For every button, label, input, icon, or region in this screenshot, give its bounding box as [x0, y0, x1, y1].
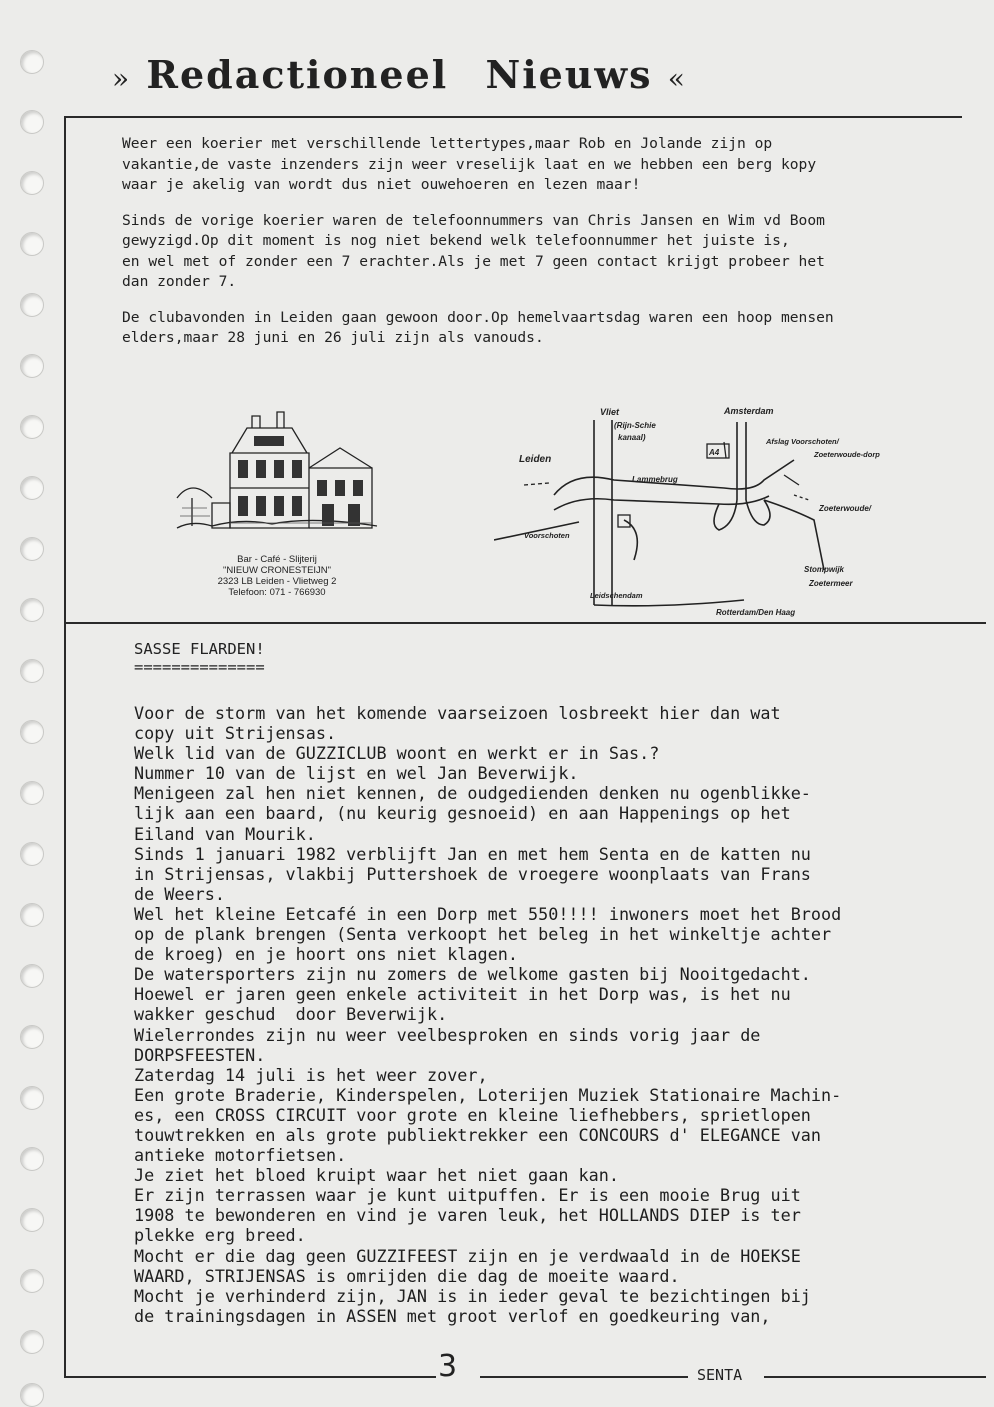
binder-hole	[20, 354, 44, 378]
route-map	[494, 400, 944, 625]
article-line: Zaterdag 14 juli is het weer zover,	[134, 1064, 488, 1085]
article-line: de trainingsdagen in ASSEN met groot verlof en goedkeuring van,	[134, 1305, 771, 1326]
page-title	[112, 52, 687, 97]
map-label-zoetermeer: Zoetermeer	[809, 579, 853, 588]
article-line: Nummer 10 van de lijst en wel Jan Beverwijk.	[134, 763, 579, 784]
title-word-2: Nieuws	[485, 52, 653, 97]
cafe-type: Bar - Café - Slijterij	[237, 554, 317, 565]
binder-hole	[20, 659, 44, 683]
article-line: Een grote Braderie, Kinderspelen, Loterijen Muziek Stationaire Machin-	[134, 1084, 842, 1105]
map-label-voorschoten: Voorschoten	[524, 531, 570, 540]
article-line: de kroeg) en je hoort ons niet klagen.	[134, 944, 518, 965]
article-line: plekke erg breed.	[134, 1225, 306, 1246]
intro-paragraph: De clubavonden in Leiden gaan gewoon door.Op hemelvaartsdag waren een hoop mensen elders,maar 28 juni en 26 juli zijn als vanouds.	[122, 308, 834, 346]
article-line: wakker geschud door Beverwijk.	[134, 1004, 448, 1025]
article-line: WAARD, STRIJENSAS is omrijden die dag de moeite waard.	[134, 1265, 680, 1286]
binder-hole	[20, 1086, 44, 1110]
article-line: De watersporters zijn nu zomers de welkome gasten bij Nooitgedacht.	[134, 964, 811, 985]
article-line: DORPSFEESTEN.	[134, 1044, 266, 1065]
map-label-leidschendam: Leidschendam	[590, 591, 643, 600]
article-body	[134, 703, 984, 1326]
article-line: touwtrekken en als grote publiektrekker een CONCOURS d' ELEGANCE van	[134, 1124, 822, 1145]
article-line: antieke motorfietsen.	[134, 1145, 347, 1166]
binder-hole	[20, 293, 44, 317]
map-label-zoeterwoude: Zoeterwoude/	[819, 504, 872, 513]
cafe-street: 2323 LB Leiden - Vlietweg 2	[217, 576, 337, 587]
article-line: Wielerrondes zijn nu weer veelbesproken en sinds vorig jaar de	[134, 1024, 761, 1045]
map-label-kanaal: kanaal)	[618, 433, 646, 442]
map-label-vliet: Vliet	[600, 407, 620, 417]
title-open-quote: »	[112, 62, 132, 95]
article-line: Eiland van Mourik.	[134, 823, 316, 844]
article-line: Menigeen zal hen niet kennen, de oudgedienden denken nu ogenblikke-	[134, 783, 811, 804]
binder-hole	[20, 903, 44, 927]
map-label-rijn-schie: (Rijn-Schie	[614, 421, 656, 430]
article-line: Welk lid van de GUZZICLUB woont en werkt er in Sas.?	[134, 743, 660, 764]
map-label-stompwijk: Stompwijk	[804, 565, 845, 574]
binder-hole	[20, 781, 44, 805]
article-line: es, een CROSS CIRCUIT voor grote en kleine liefhebbers, sprietlopen	[134, 1104, 811, 1125]
article-line: Hoewel er jaren geen enkele activiteit in het Dorp was, is het nu	[134, 984, 791, 1005]
article-line: in Strijensas, vlakbij Puttershoek de vroegere woonplaats van Frans	[134, 863, 811, 884]
intro-paragraph: Weer een koerier met verschillende lettertypes,maar Rob en Jolande zijn op vakantie,de vaste inzenders zijn weer vreselijk laat en we hebben een berg kopy waar je akelig van wordt dus niet ouwehoeren en lezen maar!	[122, 135, 817, 193]
binder-hole	[20, 171, 44, 195]
article-line: Mocht je verhinderd zijn, JAN is in ieder geval te bezichtingen bij	[134, 1285, 811, 1306]
binder-hole	[20, 720, 44, 744]
article-line: lijk aan een baard, (nu keurig gesnoeid) en aan Happenings op het	[134, 803, 791, 824]
binder-hole	[20, 1330, 44, 1354]
map-label-leiden: Leiden	[519, 454, 552, 465]
author-signature: SENTA	[697, 1366, 743, 1384]
article-line: Er zijn terrassen waar je kunt uitpuffen. Er is een mooie Brug uit	[134, 1185, 801, 1206]
cafe-building-illustration	[172, 408, 382, 548]
map-label-amsterdam: Amsterdam	[724, 406, 774, 416]
heading-underline: ==============	[134, 658, 265, 676]
editorial-intro	[122, 134, 952, 364]
binder-hole	[20, 415, 44, 439]
article-line: 1908 te bewonderen en vind je varen leuk, het HOLLANDS DIEP is ter	[134, 1205, 801, 1226]
binder-hole	[20, 476, 44, 500]
article-line: copy uit Strijensas.	[134, 723, 337, 744]
binder-hole	[20, 1208, 44, 1232]
article-line: Mocht er die dag geen GUZZIFEEST zijn en je verdwaald in de HOEKSE	[134, 1245, 801, 1266]
binder-hole	[20, 1025, 44, 1049]
article-line: Sinds 1 januari 1982 verblijft Jan en met hem Senta en de katten nu	[134, 843, 811, 864]
cafe-name: "NIEUW CRONESTEIJN"	[222, 565, 332, 576]
map-label-zoeterwoude-dorp: Zoeterwoude-dorp	[814, 450, 880, 459]
binder-hole	[20, 50, 44, 74]
page-number: 3	[438, 1349, 458, 1384]
article-line: Wel het kleine Eetcafé in een Dorp met 550!!!! inwoners moet het Brood	[134, 903, 842, 924]
frame-bottom-line-mid	[480, 1376, 688, 1378]
frame-top-line	[64, 116, 962, 118]
binder-hole	[20, 537, 44, 561]
binder-hole	[20, 842, 44, 866]
binder-hole	[20, 598, 44, 622]
binder-hole	[20, 1269, 44, 1293]
cafe-address	[172, 554, 382, 598]
title-close-quote: «	[667, 62, 687, 95]
cafe-phone: Telefoon: 071 - 766930	[228, 587, 326, 598]
map-label-a4: A4	[709, 448, 720, 457]
title-word-1: Redactioneel	[146, 52, 449, 97]
frame-left-line	[64, 116, 66, 1376]
frame-bottom-line-left	[64, 1376, 436, 1378]
intro-paragraph: Sinds de vorige koerier waren de telefoonnummers van Chris Jansen en Wim vd Boom gewyzigd.Op dit moment is nog niet bekend welk telefoonnummer het juiste is, en wel met of zonder een 7 erachter.Als je met 7 geen contact krijgt probeer het dan zonder 7.	[122, 211, 825, 290]
binder-hole	[20, 1147, 44, 1171]
map-label-lammebrug: Lammebrug	[632, 475, 678, 484]
article-line: Je ziet het bloed kruipt waar het niet gaan kan.	[134, 1165, 619, 1186]
binder-hole	[20, 232, 44, 256]
map-label-afslag: Afslag Voorschoten/	[766, 437, 839, 446]
binder-hole	[20, 110, 44, 134]
frame-bottom-line-right	[764, 1376, 986, 1378]
article-line: Voor de storm van het komende vaarseizoen losbreekt hier dan wat	[134, 703, 781, 723]
article-line: op de plank brengen (Senta verkoopt het beleg in het winkeltje achter	[134, 924, 832, 945]
map-label-rotterdam: Rotterdam/Den Haag	[716, 608, 796, 617]
binder-hole	[20, 1383, 44, 1407]
binder-hole	[20, 964, 44, 988]
section-heading: SASSE FLARDEN!	[134, 640, 265, 658]
article-line: de Weers.	[134, 883, 225, 904]
